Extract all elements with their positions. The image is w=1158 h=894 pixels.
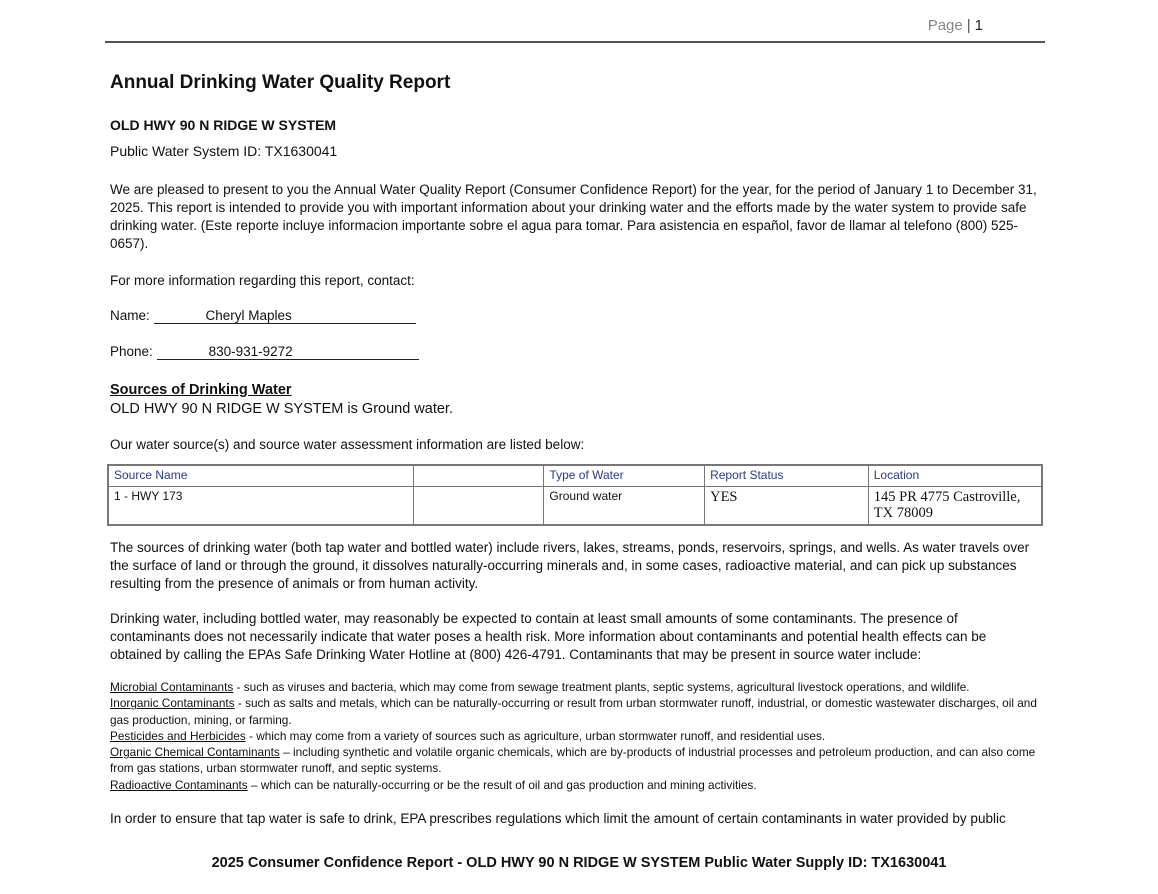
contaminant-desc: - such as salts and metals, which can be naturally-occurring or result from urban stormwater runoff, industrial, or domestic wastewater discharges, oil and gas production, mining, or farming. <box>110 696 1037 727</box>
contaminant-name: Microbial Contaminants <box>110 680 234 694</box>
page-number <box>928 17 983 34</box>
list-item <box>110 695 1040 728</box>
list-item <box>110 679 1040 695</box>
list-item <box>110 777 1040 793</box>
system-name: OLD HWY 90 N RIDGE W SYSTEM <box>110 117 337 133</box>
column-header-type: Type of Water <box>544 465 705 487</box>
column-header-blank <box>413 465 544 487</box>
contact-name-field <box>110 308 416 324</box>
contact-name-value: Cheryl Maples <box>154 308 416 324</box>
contaminant-name: Organic Chemical Contaminants <box>110 745 280 760</box>
contaminant-name: Pesticides and Herbicides <box>110 728 246 743</box>
contact-phone-value: 830-931-9272 <box>157 344 419 360</box>
cell-source-name: 1 - HWY 173 <box>108 487 413 526</box>
contaminants-list <box>110 679 1040 793</box>
regulations-paragraph: In order to ensure that tap water is safe to drink, EPA prescribes regulations which limit the amount of certain contaminants in water provided by public <box>110 811 1006 826</box>
contact-name-label: Name: <box>110 308 150 323</box>
contaminant-name: Inorganic Contaminants <box>110 696 235 711</box>
list-item <box>110 728 1040 744</box>
sources-heading: Sources of Drinking Water <box>110 382 292 398</box>
column-header-location: Location <box>868 465 1042 487</box>
contact-heading: For more information regarding this report, contact: <box>110 273 415 288</box>
contaminant-desc: - such as viruses and bacteria, which may come from sewage treatment plants, septic systems, agricultural livestock operations, and wildlife. <box>233 680 970 694</box>
cell-type: Ground water <box>544 487 705 526</box>
contaminant-desc: - which may come from a variety of sources such as agriculture, urban stormwater runoff, and residential uses. <box>245 728 826 743</box>
contact-phone-label: Phone: <box>110 344 153 359</box>
sources-paragraph: The sources of drinking water (both tap water and bottled water) include rivers, lakes, streams, ponds, reservoirs, springs, and wells. As water travels over the surface of land or through the ground, it dissolves naturally-occurring minerals and, in some cases, radioactive material, and can pick up substances resulting from the presence of animals or from human activity. <box>110 540 1030 591</box>
column-header-source-name: Source Name <box>108 465 413 487</box>
page-label: Page <box>927 17 963 34</box>
page-footer: 2025 Consumer Confidence Report - OLD HWY 90 N RIDGE W SYSTEM Public Water Supply ID: TX1630041 <box>211 855 947 871</box>
contaminant-desc: – which can be naturally-occurring or be the result of oil and gas production and mining activities. <box>247 777 757 792</box>
cell-blank <box>413 487 544 526</box>
contact-phone-field <box>110 344 419 360</box>
system-id: Public Water System ID: TX1630041 <box>110 143 338 159</box>
intro-paragraph: We are pleased to present to you the Annual Water Quality Report (Consumer Confidence Report) for the year, for the period of January 1 to December 31, 2025. This report is intended to provide you with important information about your drinking water and the efforts made by the water system to provide safe drinking water. (Este reporte incluye informacion importante sobre el agua para tomar. Para asistencia en español, favor de llamar al telefono (800) 525-0657). <box>110 182 1037 251</box>
page-separator: | <box>966 17 971 34</box>
sources-subtitle: OLD HWY 90 N RIDGE W SYSTEM is Ground water. <box>110 401 453 417</box>
cell-status: YES <box>705 487 869 526</box>
table-header-row <box>108 465 1042 487</box>
cell-location: 145 PR 4775 Castroville, TX 78009 <box>868 487 1042 526</box>
sources-table-intro: Our water source(s) and source water assessment information are listed below: <box>110 437 585 452</box>
contaminant-desc: – including synthetic and volatile organic chemicals, which are by-products of industrial processes and petroleum production, and can also come from gas stations, urban stormwater runoff, and septic systems. <box>110 745 1036 776</box>
list-item <box>110 744 1040 777</box>
sources-table <box>107 464 1043 526</box>
contaminants-paragraph: Drinking water, including bottled water, may reasonably be expected to contain at least small amounts of some contaminants. The presence of contaminants does not necessarily indicate that water poses a health risk. More information about contaminants and potential health effects can be obtained by calling the EPAs Safe Drinking Water Hotline at (800) 426-4791. Contaminants that may be present in source water include: <box>110 611 987 662</box>
column-header-status: Report Status <box>705 465 869 487</box>
report-title: Annual Drinking Water Quality Report <box>110 72 451 93</box>
page-number-value: 1 <box>974 17 983 34</box>
header-rule <box>105 41 1045 43</box>
contaminant-name: Radioactive Contaminants <box>110 777 248 792</box>
table-row <box>108 487 1042 526</box>
